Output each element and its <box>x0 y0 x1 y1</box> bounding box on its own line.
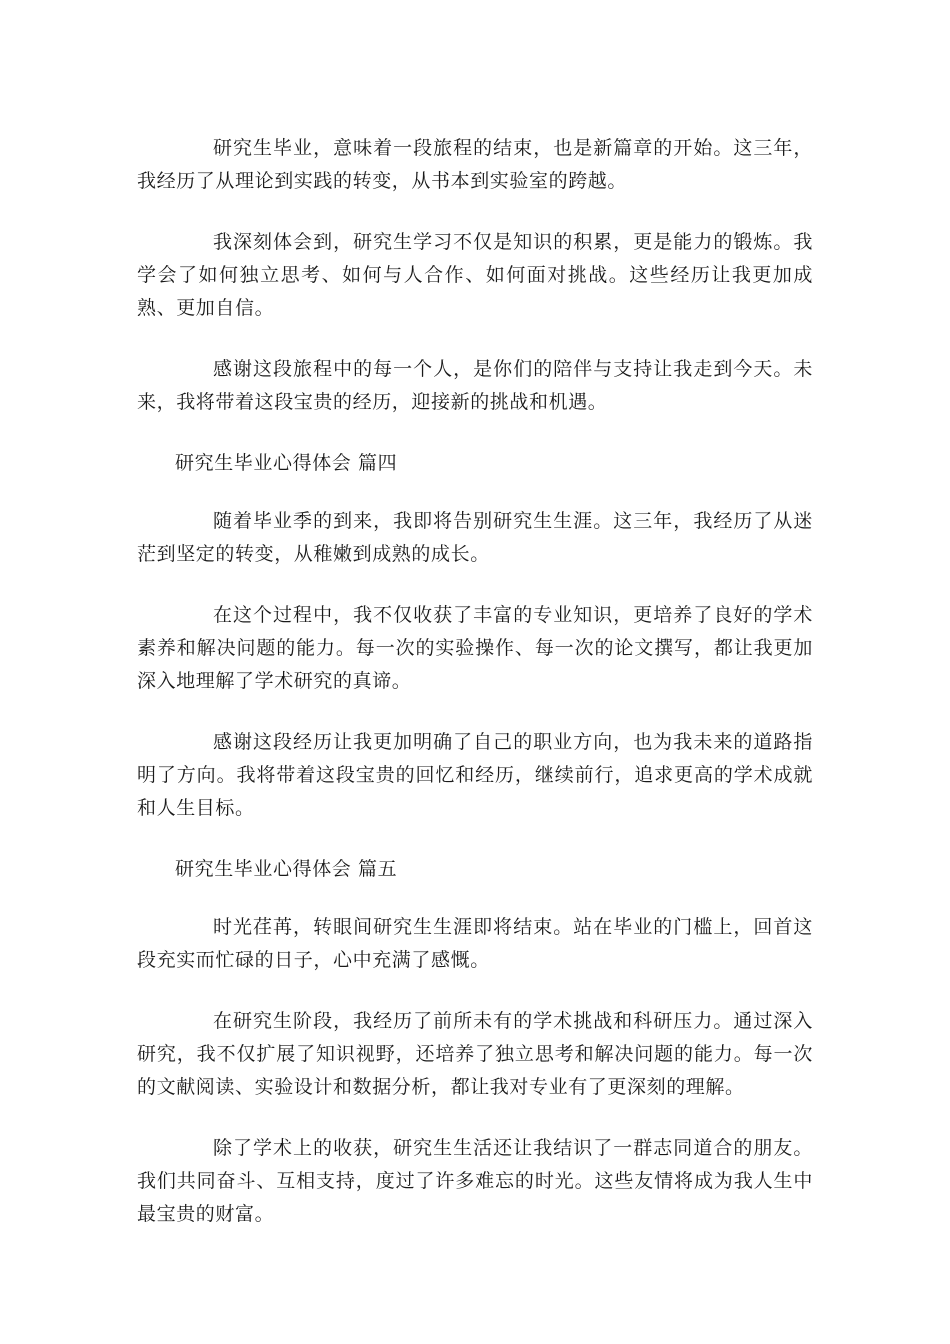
paragraph-8: 在研究生阶段，我经历了前所未有的学术挑战和科研压力。通过深入研究，我不仅扩展了知识视野，还培养了独立思考和解决问题的能力。每一次的文献阅读、实验设计和数据分析，都让我对专业有了更深刻的理解。 <box>137 1010 813 1098</box>
paragraph-9: 除了学术上的收获，研究生生活还让我结识了一群志同道合的朋友。我们共同奋斗、互相支持，度过了许多难忘的时光。这些友情将成为我人生中最宝贵的财富。 <box>137 1137 813 1225</box>
section-heading-4: 研究生毕业心得体会 篇四 <box>175 452 398 474</box>
document-page <box>137 132 813 1259</box>
paragraph-6: 感谢这段经历让我更加明确了自己的职业方向，也为我未来的道路指明了方向。我将带着这段宝贵的回忆和经历，继续前行，追求更高的学术成就和人生目标。 <box>137 731 813 819</box>
section-heading-5: 研究生毕业心得体会 篇五 <box>175 858 398 880</box>
paragraph-5: 在这个过程中，我不仅收获了丰富的专业知识，更培养了良好的学术素养和解决问题的能力。每一次的实验操作、每一次的论文撰写，都让我更加深入地理解了学术研究的真谛。 <box>137 604 813 692</box>
paragraph-2: 我深刻体会到，研究生学习不仅是知识的积累，更是能力的锻炼。我学会了如何独立思考、如何与人合作、如何面对挑战。这些经历让我更加成熟、更加自信。 <box>137 231 813 319</box>
paragraph-7: 时光荏苒，转眼间研究生生涯即将结束。站在毕业的门槛上，回首这段充实而忙碌的日子，心中充满了感慨。 <box>137 916 813 971</box>
paragraph-1: 研究生毕业，意味着一段旅程的结束，也是新篇章的开始。这三年，我经历了从理论到实践的转变，从书本到实验室的跨越。 <box>137 137 813 192</box>
paragraph-4: 随着毕业季的到来，我即将告别研究生生涯。这三年，我经历了从迷茫到坚定的转变，从稚嫩到成熟的成长。 <box>137 510 813 565</box>
paragraph-3: 感谢这段旅程中的每一个人，是你们的陪伴与支持让我走到今天。未来，我将带着这段宝贵的经历，迎接新的挑战和机遇。 <box>137 358 813 413</box>
